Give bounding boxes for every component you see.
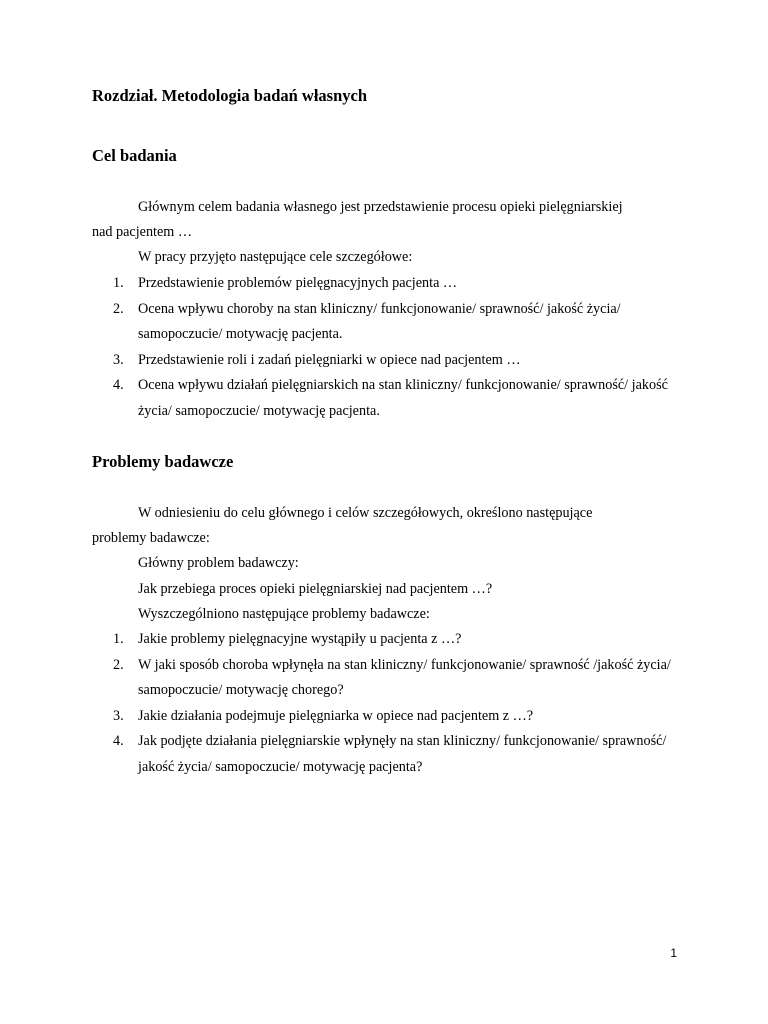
list-text: Jak podjęte działania pielęgniarskie wpłynęły na stan kliniczny/ funkcjonowanie/ sprawność/ jakość życia/ samopoczucie/ motywację pacjenta? bbox=[138, 733, 667, 775]
problems-intro-line2: problemy badawcze: bbox=[92, 530, 210, 546]
list-number: 1. bbox=[113, 275, 124, 291]
page-number: 1 bbox=[670, 946, 677, 960]
problems-lead: Wyszczególniono następujące problemy badawcze: bbox=[138, 606, 430, 622]
list-text: Przedstawienie problemów pielęgnacyjnych pacjenta … bbox=[138, 275, 458, 291]
list-text: Jakie działania podejmuje pielęgniarka w opiece nad pacjentem z …? bbox=[138, 707, 534, 724]
list-text: W jaki sposób choroba wpłynęła na stan kliniczny/ funkcjonowanie/ sprawność /jakość życia/ samopoczucie/ motywację chorego? bbox=[138, 656, 671, 698]
list-item bbox=[0, 373, 683, 424]
main-problem-question: Jak przebiega proces opieki pielęgniarskiej nad pacjentem …? bbox=[138, 581, 493, 597]
list-item bbox=[0, 348, 683, 374]
problems-intro-line1: W odniesieniu do celu głównego i celów szczegółowych, określono następujące bbox=[138, 505, 593, 521]
list-number: 4. bbox=[113, 733, 124, 749]
list-text: Ocena wpływu działań pielęgniarskich na stan kliniczny/ funkcjonowanie/ sprawność/ jakość życia/ samopoczucie/ motywację pacjenta. bbox=[138, 377, 668, 419]
goal-intro-line2: nad pacjentem … bbox=[92, 224, 193, 240]
list-text: Przedstawienie roli i zadań pielęgniarki w opiece nad pacjentem … bbox=[138, 351, 521, 368]
section-heading-problems: Problemy badawcze bbox=[92, 452, 234, 471]
list-item bbox=[0, 271, 683, 297]
list-number: 2. bbox=[113, 300, 124, 317]
goal-intro-line1: Głównym celem badania własnego jest przedstawienie procesu opieki pielęgniarskiej bbox=[138, 199, 623, 215]
list-number: 3. bbox=[113, 707, 124, 724]
list-text: Ocena wpływu choroby na stan kliniczny/ funkcjonowanie/ sprawność/ jakość życia/ samopoczucie/ motywację pacjenta. bbox=[138, 300, 621, 342]
list-number: 4. bbox=[113, 377, 124, 393]
list-number: 2. bbox=[113, 656, 124, 673]
list-item bbox=[0, 627, 683, 653]
list-item bbox=[0, 653, 683, 704]
list-text: Jakie problemy pielęgnacyjne wystąpiły u pacjenta z …? bbox=[138, 631, 462, 647]
problems-list bbox=[0, 627, 683, 780]
main-problem-label: Główny problem badawczy: bbox=[138, 555, 299, 571]
list-number: 3. bbox=[113, 351, 124, 368]
list-item bbox=[0, 297, 683, 348]
list-item bbox=[0, 704, 683, 730]
goal-lead: W pracy przyjęto następujące cele szczegółowe: bbox=[138, 249, 413, 265]
chapter-title: Rozdział. Metodologia badań własnych bbox=[92, 86, 368, 105]
goal-list bbox=[0, 271, 683, 424]
list-item bbox=[0, 729, 683, 780]
section-heading-goal: Cel badania bbox=[92, 146, 177, 165]
list-number: 1. bbox=[113, 631, 124, 647]
